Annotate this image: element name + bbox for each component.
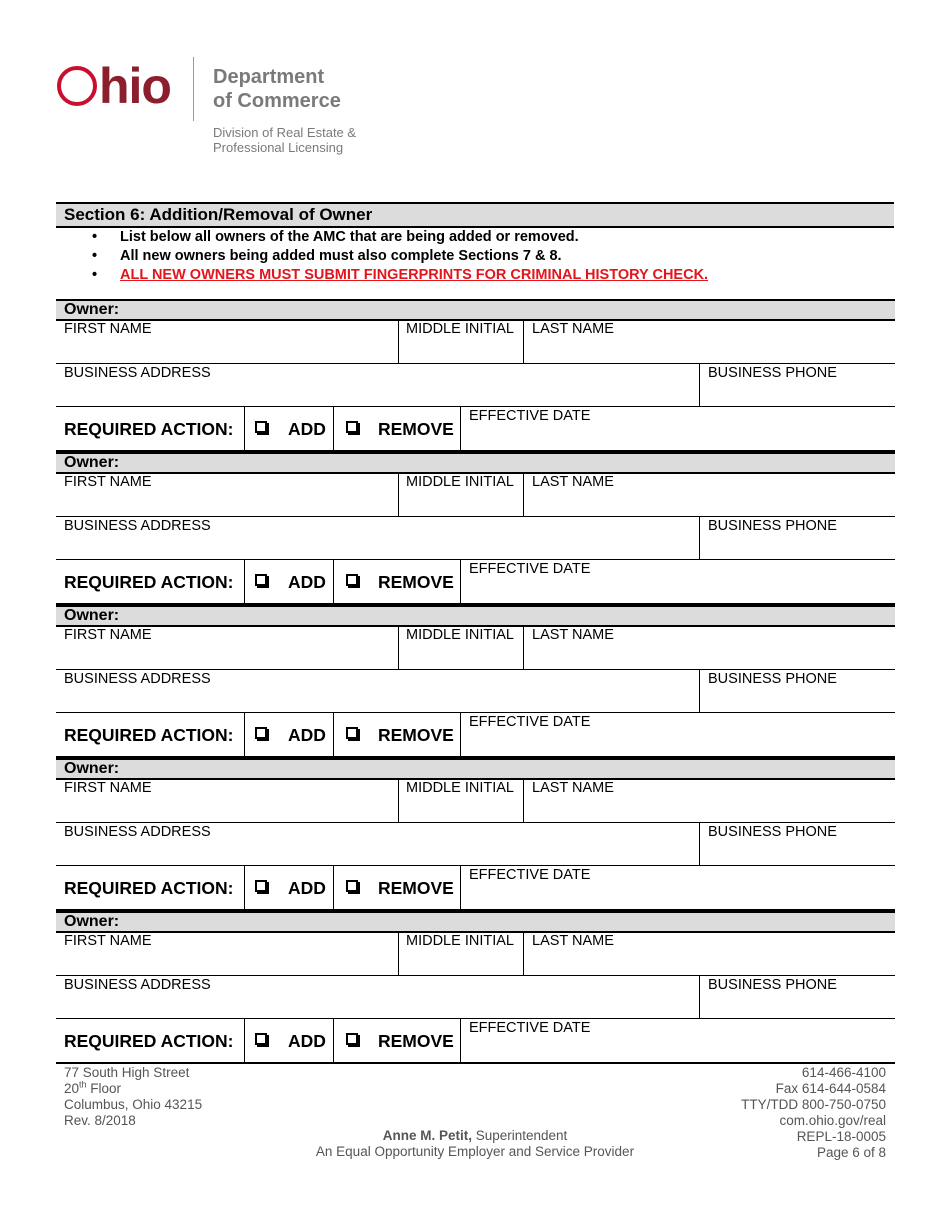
add-checkbox[interactable] (255, 574, 267, 586)
divider (244, 865, 245, 909)
divider (333, 712, 334, 756)
business-address-field[interactable] (64, 842, 694, 864)
footer-superintendent: Anne M. Petit, Superintendent An Equal Opportunity Employer and Service Provider (0, 1128, 950, 1160)
business-phone-label: BUSINESS PHONE (708, 977, 837, 993)
required-action-label: REQUIRED ACTION: (64, 1031, 234, 1051)
equal-opportunity-statement: An Equal Opportunity Employer and Service Provider (315, 1144, 635, 1159)
tty-number: TTY/TDD 800-750-0750 (741, 1097, 886, 1112)
first-name-field[interactable] (64, 798, 394, 820)
middle-initial-field[interactable] (402, 798, 520, 820)
division-name: Division of Real Estate & Professional Licensing (213, 125, 357, 155)
owner-block (56, 452, 895, 605)
remove-checkbox[interactable] (346, 574, 358, 586)
ohio-logo-text: hio (99, 58, 171, 114)
effective-date-label: EFFECTIVE DATE (469, 1020, 591, 1036)
row-divider (56, 406, 895, 407)
divider (523, 474, 524, 516)
row-divider (56, 559, 895, 560)
divider (460, 559, 461, 603)
effective-date-field[interactable] (466, 733, 886, 753)
owner-heading-bar (56, 758, 895, 780)
owner-heading: Owner: (64, 607, 120, 624)
last-name-label: LAST NAME (532, 627, 614, 643)
owner-heading: Owner: (64, 913, 120, 930)
business-address-label: BUSINESS ADDRESS (64, 365, 211, 381)
row-divider (56, 516, 895, 517)
remove-checkbox[interactable] (346, 1033, 358, 1045)
business-phone-field[interactable] (704, 689, 889, 711)
owner-heading-bar (56, 299, 895, 321)
remove-label: REMOVE (378, 725, 454, 745)
first-name-label: FIRST NAME (64, 321, 152, 337)
divider (699, 516, 700, 560)
first-name-field[interactable] (64, 645, 394, 667)
first-name-label: FIRST NAME (64, 627, 152, 643)
business-address-field[interactable] (64, 995, 694, 1017)
required-action-label: REQUIRED ACTION: (64, 878, 234, 898)
row-divider (56, 363, 895, 364)
business-phone-label: BUSINESS PHONE (708, 365, 837, 381)
fax-number: Fax 614-644-0584 (775, 1081, 886, 1096)
remove-checkbox[interactable] (346, 727, 358, 739)
last-name-field[interactable] (527, 798, 887, 820)
section-header (56, 202, 894, 228)
divider (398, 321, 399, 363)
divider (333, 406, 334, 450)
remove-label: REMOVE (378, 878, 454, 898)
required-action-label: REQUIRED ACTION: (64, 725, 234, 745)
divider (523, 933, 524, 975)
phone-number: 614-466-4100 (801, 1065, 886, 1080)
divider (699, 363, 700, 407)
divider (523, 627, 524, 669)
effective-date-field[interactable] (466, 1039, 886, 1059)
footer-address: 77 South High Street 20th Floor Columbus, Ohio 43215 Rev. 8/2018 (64, 1065, 203, 1128)
business-phone-field[interactable] (704, 536, 889, 558)
row-divider (56, 975, 895, 976)
row-divider (56, 712, 895, 713)
business-address-label: BUSINESS ADDRESS (64, 977, 211, 993)
add-checkbox[interactable] (255, 1033, 267, 1045)
owner-block (56, 911, 895, 1064)
revision-date: Rev. 8/2018 (64, 1113, 136, 1128)
ohio-logo-o-ring (57, 66, 97, 106)
add-label: ADD (288, 725, 326, 745)
row-divider (56, 669, 895, 670)
business-phone-field[interactable] (704, 995, 889, 1017)
divider (333, 1018, 334, 1062)
middle-initial-label: MIDDLE INITIAL (406, 780, 514, 796)
divider (460, 712, 461, 756)
divider (460, 406, 461, 450)
row-divider (56, 1062, 895, 1064)
remove-label: REMOVE (378, 419, 454, 439)
add-checkbox[interactable] (255, 727, 267, 739)
middle-initial-field[interactable] (402, 339, 520, 361)
business-phone-label: BUSINESS PHONE (708, 518, 837, 534)
divider (523, 780, 524, 822)
divider (244, 406, 245, 450)
remove-checkbox[interactable] (346, 421, 358, 433)
business-address-label: BUSINESS ADDRESS (64, 671, 211, 687)
middle-initial-label: MIDDLE INITIAL (406, 933, 514, 949)
owner-block (56, 605, 895, 758)
add-checkbox[interactable] (255, 880, 267, 892)
add-label: ADD (288, 419, 326, 439)
department-name: Department of Commerce (213, 66, 341, 112)
owner-heading-bar (56, 452, 895, 474)
middle-initial-label: MIDDLE INITIAL (406, 321, 514, 337)
last-name-field[interactable] (527, 339, 887, 361)
effective-date-label: EFFECTIVE DATE (469, 714, 591, 730)
effective-date-field[interactable] (466, 427, 886, 447)
owner-heading-bar (56, 911, 895, 933)
add-label: ADD (288, 1031, 326, 1051)
business-address-field[interactable] (64, 689, 694, 711)
add-label: ADD (288, 572, 326, 592)
divider (460, 1018, 461, 1062)
divider (398, 780, 399, 822)
business-address-label: BUSINESS ADDRESS (64, 518, 211, 534)
business-address-field[interactable] (64, 536, 694, 558)
remove-label: REMOVE (378, 1031, 454, 1051)
middle-initial-label: MIDDLE INITIAL (406, 474, 514, 490)
required-action-label: REQUIRED ACTION: (64, 419, 234, 439)
divider (398, 933, 399, 975)
website-link[interactable]: com.ohio.gov/real (779, 1113, 886, 1128)
last-name-label: LAST NAME (532, 474, 614, 490)
business-address-field[interactable] (64, 383, 694, 405)
divider (699, 822, 700, 866)
business-phone-field[interactable] (704, 383, 889, 405)
divider (244, 1018, 245, 1062)
first-name-field[interactable] (64, 492, 394, 514)
add-checkbox[interactable] (255, 421, 267, 433)
first-name-field[interactable] (64, 339, 394, 361)
effective-date-field[interactable] (466, 886, 886, 906)
footer-contact (741, 1065, 886, 1161)
divider (523, 321, 524, 363)
last-name-field[interactable] (527, 951, 887, 973)
section-title: Section 6: Addition/Removal of Owner (64, 205, 373, 224)
divider (244, 559, 245, 603)
remove-label: REMOVE (378, 572, 454, 592)
owner-heading-bar (56, 605, 895, 627)
middle-initial-field[interactable] (402, 951, 520, 973)
divider (398, 474, 399, 516)
business-phone-label: BUSINESS PHONE (708, 671, 837, 687)
middle-initial-field[interactable] (402, 645, 520, 667)
effective-date-label: EFFECTIVE DATE (469, 561, 591, 577)
last-name-label: LAST NAME (532, 321, 614, 337)
divider (699, 669, 700, 713)
divider (460, 865, 461, 909)
effective-date-label: EFFECTIVE DATE (469, 408, 591, 424)
divider (333, 865, 334, 909)
last-name-label: LAST NAME (532, 780, 614, 796)
form-number: REPL-18-0005 (796, 1129, 886, 1144)
effective-date-label: EFFECTIVE DATE (469, 867, 591, 883)
business-phone-field[interactable] (704, 842, 889, 864)
owner-heading: Owner: (64, 454, 120, 471)
effective-date-field[interactable] (466, 580, 886, 600)
business-phone-label: BUSINESS PHONE (708, 824, 837, 840)
required-action-label: REQUIRED ACTION: (64, 572, 234, 592)
first-name-field[interactable] (64, 951, 394, 973)
first-name-label: FIRST NAME (64, 780, 152, 796)
row-divider (56, 1018, 895, 1019)
business-address-label: BUSINESS ADDRESS (64, 824, 211, 840)
owner-heading: Owner: (64, 301, 120, 318)
divider (333, 559, 334, 603)
page-number: Page 6 of 8 (816, 1145, 886, 1160)
remove-checkbox[interactable] (346, 880, 358, 892)
first-name-label: FIRST NAME (64, 933, 152, 949)
divider (398, 627, 399, 669)
first-name-label: FIRST NAME (64, 474, 152, 490)
logo-divider (193, 57, 194, 121)
middle-initial-field[interactable] (402, 492, 520, 514)
row-divider (56, 822, 895, 823)
middle-initial-label: MIDDLE INITIAL (406, 627, 514, 643)
divider (699, 975, 700, 1019)
last-name-field[interactable] (527, 645, 887, 667)
last-name-label: LAST NAME (532, 933, 614, 949)
owner-block (56, 299, 895, 452)
owner-heading: Owner: (64, 760, 120, 777)
row-divider (56, 865, 895, 866)
last-name-field[interactable] (527, 492, 887, 514)
divider (244, 712, 245, 756)
add-label: ADD (288, 878, 326, 898)
owner-block (56, 758, 895, 911)
